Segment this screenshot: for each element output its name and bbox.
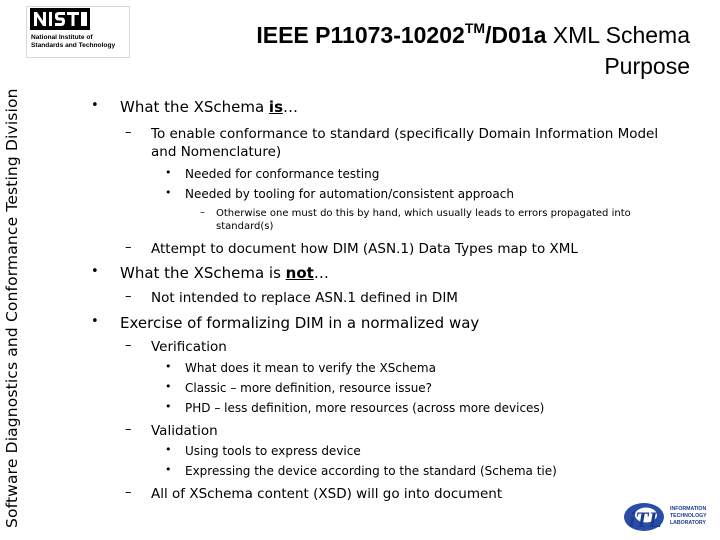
bullet-marker: • (165, 360, 172, 373)
nist-logo-line2: Standards and Technology (31, 42, 116, 49)
sub-all-xschema-content: All of XSchema content (XSD) will go into document (151, 486, 503, 502)
sub-verification: Verification (151, 339, 227, 355)
emphasis-is: is (268, 98, 283, 116)
bullet-marker: • (165, 463, 172, 476)
emphasis-not: not (285, 264, 314, 282)
bullet-marker: • (91, 314, 99, 329)
sub-attempt-document: Attempt to document how DIM (ASN.1) Data Types map to XML (151, 241, 578, 257)
item-using-tools: Using tools to express device (185, 444, 361, 458)
nist-logo-line1: National Institute of (31, 34, 93, 41)
item-needed-conformance-testing: Needed for conformance testing (185, 167, 380, 181)
bullet-marker: • (165, 166, 172, 179)
bullet-marker: • (165, 443, 172, 456)
itl-logo-line2: TECHNOLOGY (670, 513, 707, 519)
bullet-what-it-is: What the XSchema is… (120, 98, 298, 116)
dash-marker: – (125, 338, 132, 353)
title-bold-part2: /D01a (485, 22, 547, 48)
slide-title-line2: Purpose (604, 53, 690, 79)
bullet-marker: • (165, 380, 172, 393)
title-normal-part: XML Schema (546, 22, 690, 48)
bullet-what-it-is-not: What the XSchema is not… (120, 264, 329, 282)
item-phd: PHD – less definition, more resources (across more devices) (185, 401, 545, 415)
itl-logo-icon (622, 496, 714, 536)
bullet-marker: • (165, 186, 172, 199)
item-what-verify: What does it mean to verify the XSchema (185, 361, 436, 375)
title-bold-part: IEEE P11073-10202 (256, 22, 465, 48)
dash-marker: – (200, 207, 205, 218)
side-division-text: Software Diagnostics and Conformance Testing Division (3, 88, 21, 528)
itl-logo-line3: LABORATORY (670, 520, 706, 526)
item-needed-tooling: Needed by tooling for automation/consistent approach (185, 187, 514, 201)
bullet-marker: • (91, 264, 99, 279)
dash-marker: – (125, 240, 132, 255)
sub-enable-conformance-line1: To enable conformance to standard (specifically Domain Information Model (151, 126, 659, 142)
dash-marker: – (125, 485, 132, 500)
item-classic: Classic – more definition, resource issue? (185, 381, 433, 395)
itl-logo-mark: iTL (629, 507, 662, 532)
note-by-hand-line1: Otherwise one must do this by hand, which usually leads to errors propagated into (216, 208, 631, 219)
bullet-marker: • (165, 400, 172, 413)
dash-marker: – (125, 125, 132, 140)
sub-validation: Validation (151, 423, 218, 439)
bullet-exercise-formalizing: Exercise of formalizing DIM in a normalized way (120, 314, 480, 332)
dash-marker: – (125, 422, 132, 437)
bullet-marker: • (91, 98, 99, 113)
item-expressing-device: Expressing the device according to the standard (Schema tie) (185, 464, 557, 478)
sub-not-intended: Not intended to replace ASN.1 defined in DIM (151, 290, 458, 306)
note-by-hand-line2: standard(s) (216, 221, 274, 232)
sub-enable-conformance-line2: and Nomenclature) (151, 144, 282, 160)
dash-marker: – (125, 289, 132, 304)
itl-logo-line1: INFORMATION (670, 506, 707, 512)
title-trademark: TM (464, 20, 486, 36)
